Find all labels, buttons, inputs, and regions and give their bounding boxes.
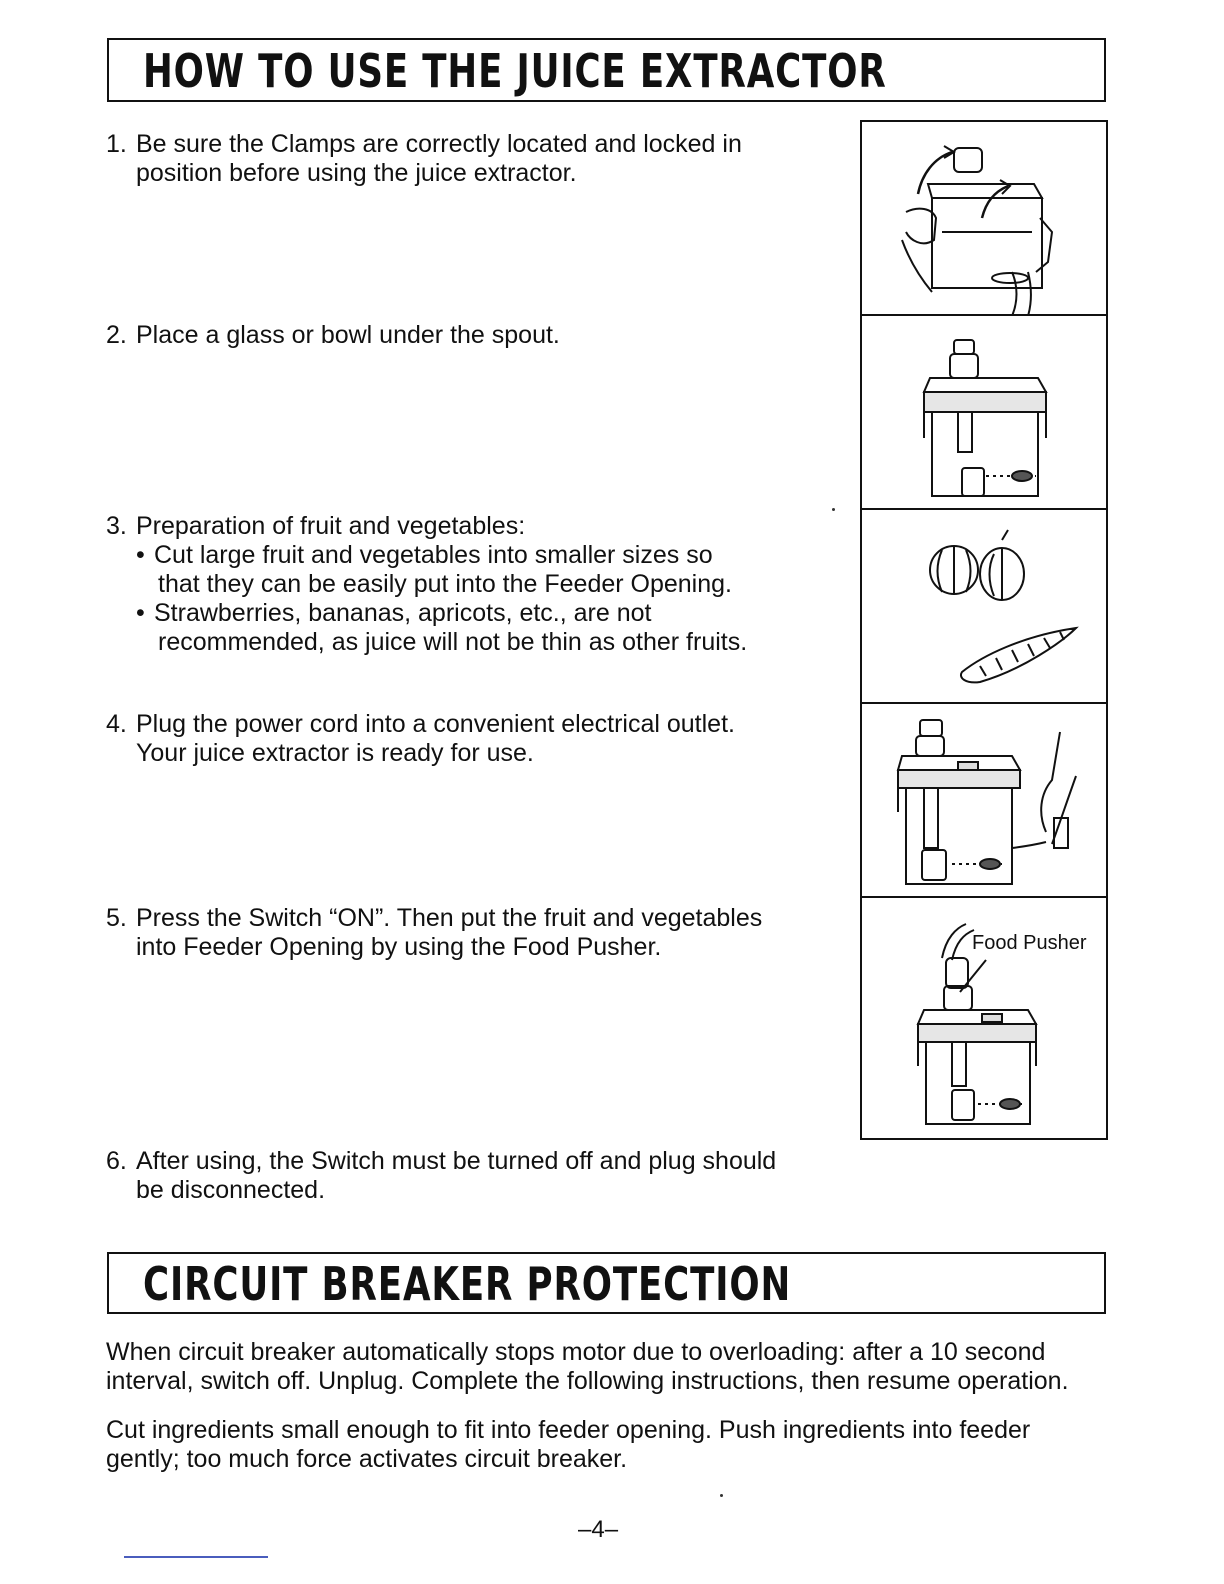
section-title: HOW TO USE THE JUICE EXTRACTOR <box>143 44 887 98</box>
step-text-line: position before using the juice extractor. <box>136 159 577 187</box>
paragraph-line: gently; too much force activates circuit breaker. <box>106 1445 628 1473</box>
stray-mark <box>720 1494 723 1497</box>
illustration-glass-under-spout <box>862 316 1106 510</box>
step-text-line: Press the Switch “ON”. Then put the fruit and vegetables <box>136 904 763 932</box>
step-5 <box>106 904 846 962</box>
step-number: 2. <box>106 321 127 349</box>
step-text-line: After using, the Switch must be turned off and plug should <box>136 1147 777 1175</box>
illustration-clamps-locking <box>862 122 1106 316</box>
step-number: 6. <box>106 1147 127 1175</box>
step-text-line: Be sure the Clamps are correctly located and locked in <box>136 130 742 158</box>
illustration-column <box>860 120 1108 1140</box>
paragraph-line: interval, switch off. Unplug. Complete the following instructions, then resume operation. <box>106 1367 1069 1395</box>
illustration-plugging-in <box>862 704 1106 898</box>
step-text-line: be disconnected. <box>136 1176 326 1204</box>
juicer-with-glass-drawing <box>862 316 1106 510</box>
bullet-text-line: • Strawberries, bananas, apricots, etc., are not <box>154 599 652 627</box>
bullet-item <box>136 541 846 599</box>
step-text-line: Your juice extractor is ready for use. <box>136 739 534 767</box>
step-2 <box>106 321 846 350</box>
paragraph-line: Cut ingredients small enough to fit into feeder opening. Push ingredients into feeder <box>106 1416 1031 1444</box>
step-text-line: Preparation of fruit and vegetables: <box>136 512 526 540</box>
step-6 <box>106 1147 846 1205</box>
step-number: 3. <box>106 512 127 540</box>
juicer-clamps-drawing <box>862 122 1106 316</box>
section-heading-circuit-breaker <box>107 1252 1106 1314</box>
illustration-food-pusher <box>862 898 1106 1138</box>
illustration-fruit-and-vegetables <box>862 510 1106 704</box>
footer-rule <box>124 1556 268 1558</box>
fruit-vegetables-drawing <box>862 510 1106 704</box>
bullet-text-line: • Cut large fruit and vegetables into smaller sizes so <box>154 541 713 569</box>
step-number: 5. <box>106 904 127 932</box>
paragraph <box>106 1416 1126 1474</box>
step-3 <box>106 512 846 657</box>
section-title: CIRCUIT BREAKER PROTECTION <box>143 1257 792 1311</box>
step-4 <box>106 710 846 768</box>
step-text-line: into Feeder Opening by using the Food Pusher. <box>136 933 662 961</box>
stray-mark <box>832 508 835 511</box>
step-1 <box>106 130 846 188</box>
food-pusher-label: Food Pusher <box>972 932 1087 954</box>
juicer-plug-in-drawing <box>862 704 1106 898</box>
paragraph <box>106 1338 1126 1396</box>
bullet-item <box>136 599 846 657</box>
step-text-line: Plug the power cord into a convenient electrical outlet. <box>136 710 735 738</box>
page-number: –4– <box>578 1516 619 1543</box>
bullet-text-line: recommended, as juice will not be thin as other fruits. <box>158 628 748 656</box>
step-text-line: Place a glass or bowl under the spout. <box>136 321 560 349</box>
step-number: 4. <box>106 710 127 738</box>
bullet-text-line: that they can be easily put into the Feeder Opening. <box>158 570 732 598</box>
paragraph-line: When circuit breaker automatically stops motor due to overloading: after a 10 second <box>106 1338 1046 1366</box>
step-number: 1. <box>106 130 127 158</box>
section-heading-how-to-use <box>107 38 1106 102</box>
